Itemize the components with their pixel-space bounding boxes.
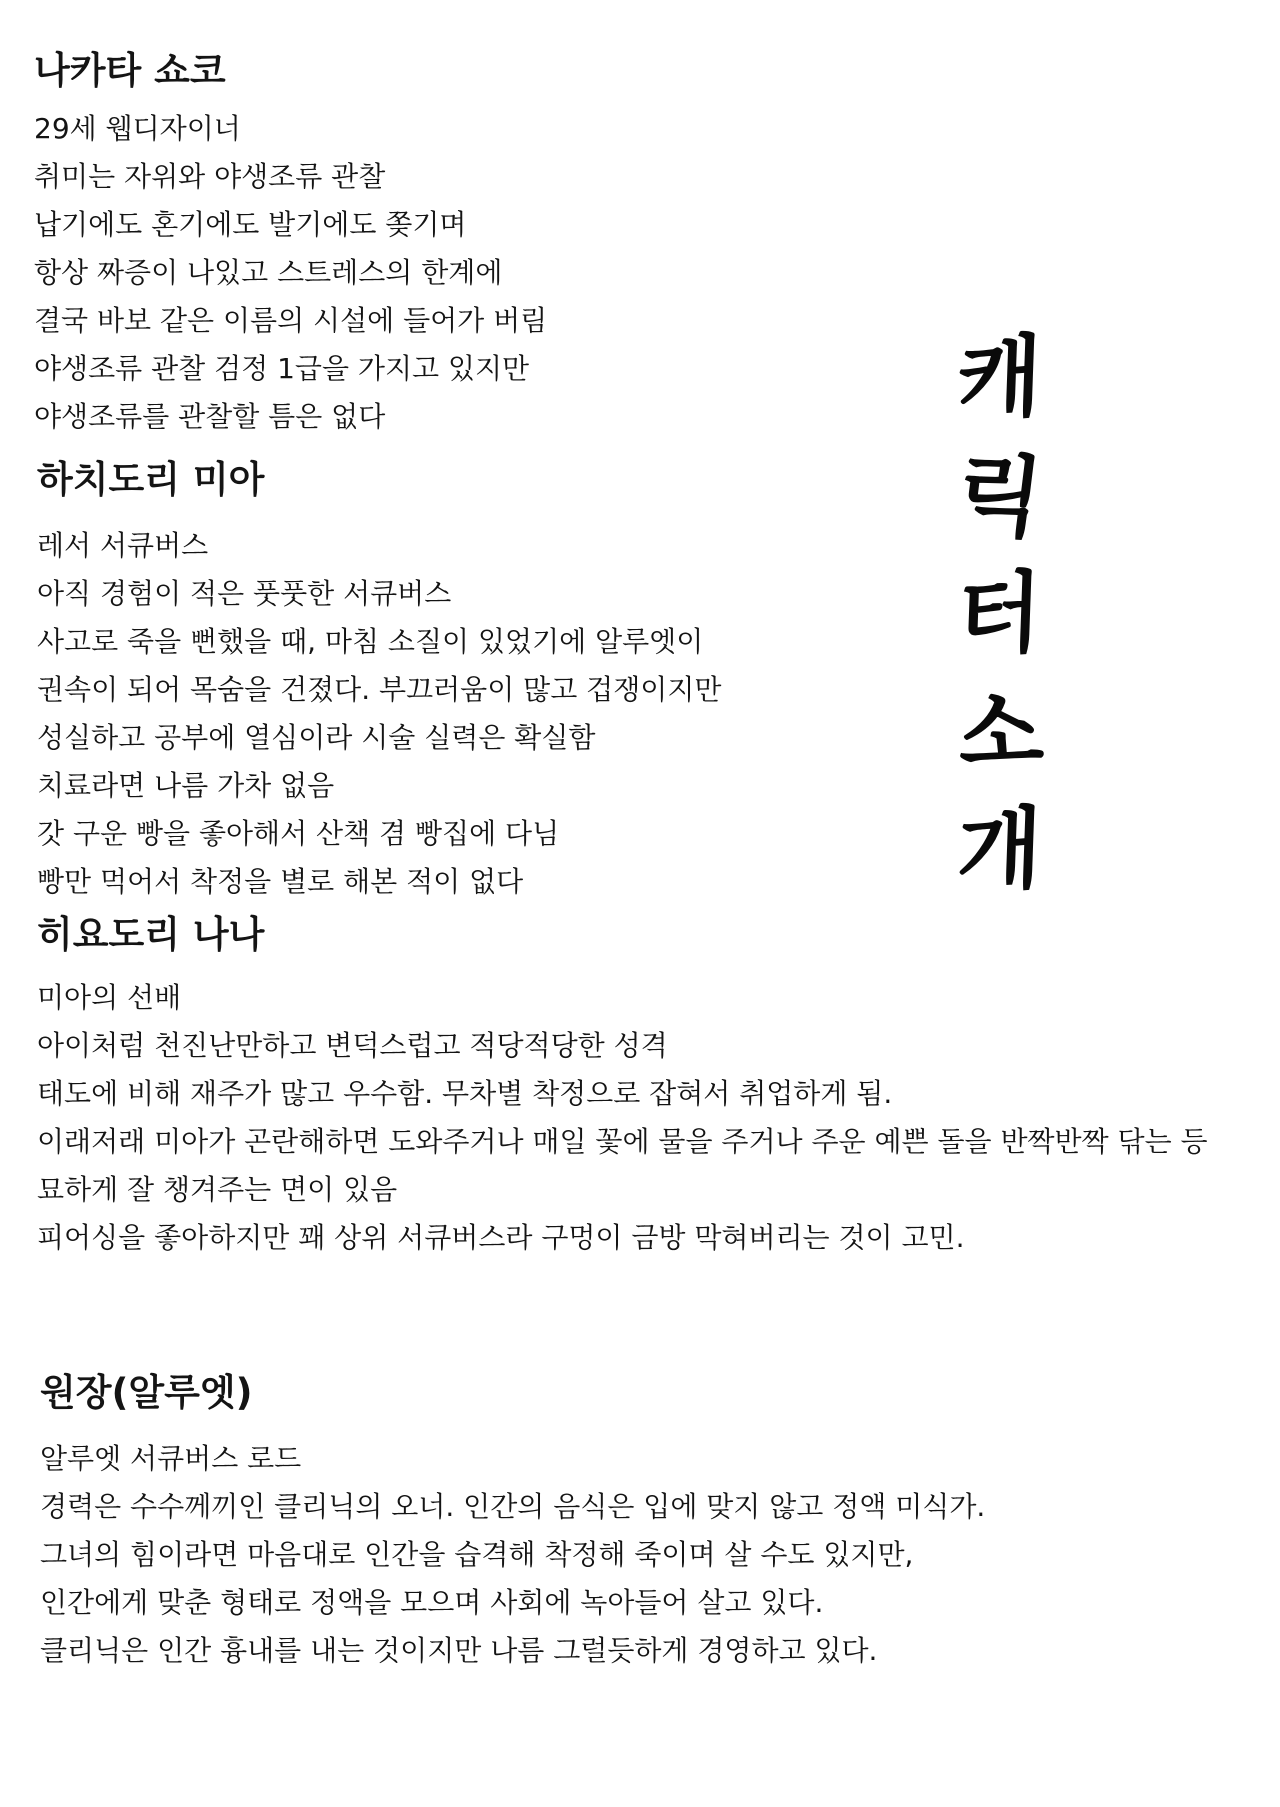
description-line: 경력은 수수께끼인 클리닉의 오너. 인간의 음식은 입에 맞지 않고 정액 미식가. — [40, 1490, 986, 1523]
description-line: 치료라면 나름 가차 없음 — [37, 769, 335, 802]
character-section-mia — [37, 457, 1277, 906]
character-name: 나카타 쇼코 — [34, 49, 226, 92]
description-line: 성실하고 공부에 열심이라 시술 실력은 확실함 — [37, 721, 596, 754]
description-line: 묘하게 잘 챙겨주는 면이 있음 — [37, 1173, 398, 1206]
character-description — [37, 974, 1277, 1262]
description-line: 인간에게 맞춘 형태로 정액을 모으며 사회에 녹아들어 살고 있다. — [40, 1586, 824, 1619]
character-section-nana — [37, 912, 1277, 1262]
character-name: 히요도리 나나 — [37, 913, 265, 956]
description-line: 아직 경험이 적은 풋풋한 서큐버스 — [37, 577, 452, 610]
vertical-title-character-intro — [940, 320, 1060, 910]
description-line: 그녀의 힘이라면 마음대로 인간을 습격해 착정해 죽이며 살 수도 있지만, — [40, 1538, 914, 1571]
description-line: 빵만 먹어서 착정을 별로 해본 적이 없다 — [37, 865, 524, 898]
description-line: 납기에도 혼기에도 발기에도 쫒기며 — [34, 208, 467, 241]
description-line: 결국 바보 같은 이름의 시설에 들어가 버림 — [34, 304, 548, 337]
description-line: 항상 짜증이 나있고 스트레스의 한계에 — [34, 256, 503, 289]
title-char: 캐 — [955, 323, 1045, 434]
description-line: 클리닉은 인간 흉내를 내는 것이지만 나름 그럴듯하게 경영하고 있다. — [40, 1634, 878, 1667]
description-line: 야생조류 관찰 검정 1급을 가지고 있지만 — [34, 352, 530, 385]
title-char: 소 — [952, 679, 1048, 786]
character-section-director — [40, 1370, 1280, 1675]
description-line: 피어싱을 좋아하지만 꽤 상위 서큐버스라 구멍이 금방 막혀버리는 것이 고민. — [37, 1221, 965, 1254]
character-name: 하치도리 미아 — [37, 458, 265, 501]
description-line: 야생조류를 관찰할 틈은 없다 — [34, 400, 386, 433]
character-section-shoko — [34, 48, 1274, 441]
title-char: 터 — [955, 559, 1045, 670]
description-line: 알루엣 서큐버스 로드 — [40, 1442, 302, 1475]
description-line: 아이처럼 천진난만하고 변덕스럽고 적당적당한 성격 — [37, 1029, 668, 1062]
description-line: 레서 서큐버스 — [37, 529, 209, 562]
character-description — [37, 522, 1277, 906]
description-line: 태도에 비해 재주가 많고 우수함. 무차별 착정으로 잡혀서 취업하게 됨. — [37, 1077, 893, 1110]
character-description — [34, 105, 1274, 441]
description-line: 취미는 자위와 야생조류 관찰 — [34, 160, 386, 193]
description-line: 미아의 선배 — [37, 981, 182, 1014]
description-line: 29세 웹디자이너 — [34, 112, 241, 145]
description-line: 권속이 되어 목숨을 건졌다. 부끄러움이 많고 겁쟁이지만 — [37, 673, 722, 706]
title-char: 개 — [955, 795, 1045, 906]
character-name: 원장(알루엣) — [40, 1371, 253, 1414]
title-char: 릭 — [951, 443, 1049, 550]
character-description — [40, 1435, 1280, 1675]
description-line: 사고로 죽을 뻔했을 때, 마침 소질이 있었기에 알루엣이 — [37, 625, 704, 658]
description-line: 갓 구운 빵을 좋아해서 산책 겸 빵집에 다님 — [37, 817, 560, 850]
description-line: 이래저래 미아가 곤란해하면 도와주거나 매일 꽃에 물을 주거나 주운 예쁜 돌을 반짝반짝 닦는 등 — [37, 1125, 1208, 1158]
